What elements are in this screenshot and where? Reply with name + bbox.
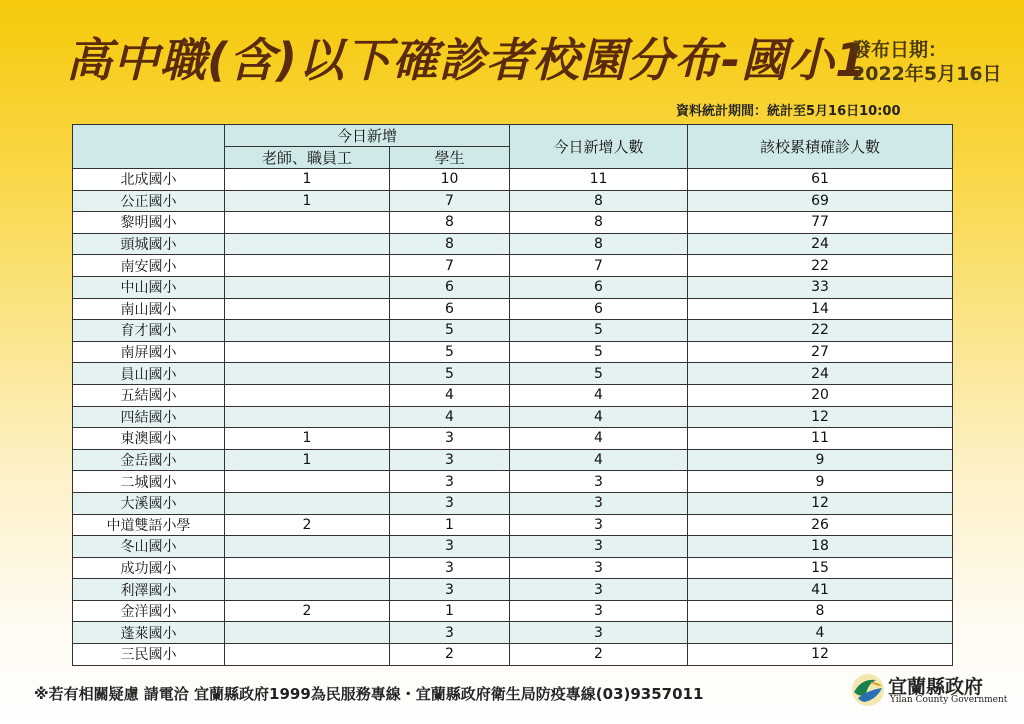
logo-name: 宜蘭縣政府 [888, 676, 984, 698]
cell-new-total: 8 [510, 233, 688, 255]
cell-new-total: 3 [510, 514, 688, 536]
cell-school: 公正國小 [73, 190, 225, 212]
cell-new-total: 5 [510, 363, 688, 385]
cell-cumulative: 18 [688, 536, 953, 558]
cell-school: 金岳國小 [73, 449, 225, 471]
cell-school: 三民國小 [73, 644, 225, 666]
cell-school: 中山國小 [73, 276, 225, 298]
cell-student: 3 [390, 557, 510, 579]
cell-school: 東澳國小 [73, 428, 225, 450]
cell-new-total: 3 [510, 622, 688, 644]
cell-student: 3 [390, 449, 510, 471]
cell-student: 3 [390, 622, 510, 644]
cell-new-total: 11 [510, 169, 688, 191]
cell-staff [225, 298, 390, 320]
cell-staff [225, 276, 390, 298]
cell-cumulative: 69 [688, 190, 953, 212]
cell-school: 五結國小 [73, 384, 225, 406]
cell-staff [225, 492, 390, 514]
header-cumulative: 該校累積確診人數 [688, 125, 953, 169]
header-student: 學生 [390, 147, 510, 169]
cell-new-total: 4 [510, 428, 688, 450]
cell-new-total: 4 [510, 449, 688, 471]
cell-staff: 1 [225, 190, 390, 212]
cell-cumulative: 12 [688, 644, 953, 666]
cell-staff: 1 [225, 449, 390, 471]
table-row [73, 471, 953, 493]
cell-school: 四結國小 [73, 406, 225, 428]
cell-student: 8 [390, 233, 510, 255]
cell-staff: 2 [225, 514, 390, 536]
cell-cumulative: 22 [688, 320, 953, 342]
table-row [73, 276, 953, 298]
cell-cumulative: 20 [688, 384, 953, 406]
school-case-table [72, 124, 953, 666]
cell-school: 南屏國小 [73, 341, 225, 363]
cell-staff: 2 [225, 600, 390, 622]
cell-cumulative: 41 [688, 579, 953, 601]
publish-date: 2022年5月16日 [852, 63, 1002, 85]
cell-school: 中道雙語小學 [73, 514, 225, 536]
cell-staff [225, 233, 390, 255]
cell-student: 3 [390, 536, 510, 558]
cell-cumulative: 24 [688, 233, 953, 255]
cell-student: 10 [390, 169, 510, 191]
cell-cumulative: 9 [688, 449, 953, 471]
cell-new-total: 4 [510, 406, 688, 428]
logo-subtitle: Yilan County Government [890, 695, 1008, 705]
table-row [73, 255, 953, 277]
cell-new-total: 6 [510, 298, 688, 320]
cell-school: 南安國小 [73, 255, 225, 277]
cell-student: 1 [390, 514, 510, 536]
table-row [73, 406, 953, 428]
cell-new-total: 8 [510, 190, 688, 212]
cell-school: 員山國小 [73, 363, 225, 385]
government-logo [850, 670, 1008, 710]
cell-student: 8 [390, 212, 510, 234]
cell-cumulative: 4 [688, 622, 953, 644]
table-row [73, 298, 953, 320]
publish-info [852, 38, 1002, 86]
cell-school: 南山國小 [73, 298, 225, 320]
cell-student: 3 [390, 492, 510, 514]
cell-school: 冬山國小 [73, 536, 225, 558]
cell-staff: 1 [225, 169, 390, 191]
cell-staff [225, 622, 390, 644]
cell-school: 利澤國小 [73, 579, 225, 601]
table-body [73, 169, 953, 666]
cell-student: 3 [390, 579, 510, 601]
cell-staff [225, 471, 390, 493]
yilan-emblem-icon [850, 672, 886, 708]
table-row [73, 579, 953, 601]
cell-school: 成功國小 [73, 557, 225, 579]
cell-new-total: 5 [510, 320, 688, 342]
stat-period: 資料統計期間：統計至5月16日10:00 [676, 104, 901, 119]
table-row [73, 492, 953, 514]
cell-school: 二城國小 [73, 471, 225, 493]
header-new-total: 今日新增人數 [510, 125, 688, 169]
page-title: 高中職(含)以下確診者校園分布-國小1 [66, 33, 869, 87]
table-row [73, 600, 953, 622]
cell-cumulative: 33 [688, 276, 953, 298]
cell-cumulative: 11 [688, 428, 953, 450]
table-row [73, 622, 953, 644]
cell-cumulative: 22 [688, 255, 953, 277]
cell-staff [225, 536, 390, 558]
cell-cumulative: 26 [688, 514, 953, 536]
table-row [73, 233, 953, 255]
cell-student: 6 [390, 276, 510, 298]
table-row [73, 384, 953, 406]
cell-new-total: 5 [510, 341, 688, 363]
footer-note: ※若有相關疑慮 請電洽 宜蘭縣政府1999為民服務專線・宜蘭縣政府衛生局防疫專線(03)9357011 [34, 685, 704, 703]
table-row [73, 428, 953, 450]
table-row [73, 363, 953, 385]
cell-new-total: 3 [510, 600, 688, 622]
cell-student: 3 [390, 428, 510, 450]
cell-student: 7 [390, 190, 510, 212]
cell-cumulative: 27 [688, 341, 953, 363]
cell-cumulative: 24 [688, 363, 953, 385]
cell-new-total: 7 [510, 255, 688, 277]
header-today-new: 今日新增 [225, 125, 510, 147]
cell-student: 1 [390, 600, 510, 622]
cell-student: 4 [390, 406, 510, 428]
cell-staff [225, 579, 390, 601]
cell-cumulative: 12 [688, 492, 953, 514]
cell-school: 金洋國小 [73, 600, 225, 622]
cell-cumulative: 8 [688, 600, 953, 622]
cell-student: 5 [390, 363, 510, 385]
cell-cumulative: 12 [688, 406, 953, 428]
cell-staff [225, 557, 390, 579]
cell-staff [225, 341, 390, 363]
table-row [73, 190, 953, 212]
cell-new-total: 4 [510, 384, 688, 406]
table-row [73, 320, 953, 342]
cell-new-total: 3 [510, 471, 688, 493]
cell-school: 頭城國小 [73, 233, 225, 255]
cell-student: 4 [390, 384, 510, 406]
cell-cumulative: 77 [688, 212, 953, 234]
cell-student: 2 [390, 644, 510, 666]
cell-cumulative: 61 [688, 169, 953, 191]
cell-staff [225, 644, 390, 666]
cell-staff [225, 212, 390, 234]
table-row [73, 212, 953, 234]
cell-school: 大溪國小 [73, 492, 225, 514]
cell-student: 5 [390, 341, 510, 363]
header-staff: 老師、職員工 [225, 147, 390, 169]
cell-staff [225, 255, 390, 277]
cell-student: 5 [390, 320, 510, 342]
cell-new-total: 3 [510, 557, 688, 579]
publish-label: 發布日期： [852, 39, 948, 61]
cell-staff: 1 [225, 428, 390, 450]
cell-staff [225, 406, 390, 428]
table-row [73, 341, 953, 363]
cell-new-total: 8 [510, 212, 688, 234]
cell-school: 北成國小 [73, 169, 225, 191]
cell-new-total: 3 [510, 492, 688, 514]
cell-cumulative: 9 [688, 471, 953, 493]
table-row [73, 644, 953, 666]
table-row [73, 536, 953, 558]
cell-new-total: 6 [510, 276, 688, 298]
table-row [73, 449, 953, 471]
cell-school: 育才國小 [73, 320, 225, 342]
cell-student: 3 [390, 471, 510, 493]
cell-student: 6 [390, 298, 510, 320]
cell-new-total: 3 [510, 579, 688, 601]
cell-school: 黎明國小 [73, 212, 225, 234]
cell-new-total: 3 [510, 536, 688, 558]
cell-cumulative: 14 [688, 298, 953, 320]
cell-staff [225, 384, 390, 406]
header-school [73, 125, 225, 169]
cell-school: 蓬萊國小 [73, 622, 225, 644]
cell-cumulative: 15 [688, 557, 953, 579]
cell-staff [225, 363, 390, 385]
table-row [73, 514, 953, 536]
table-row [73, 169, 953, 191]
cell-new-total: 2 [510, 644, 688, 666]
table-row [73, 557, 953, 579]
cell-staff [225, 320, 390, 342]
cell-student: 7 [390, 255, 510, 277]
